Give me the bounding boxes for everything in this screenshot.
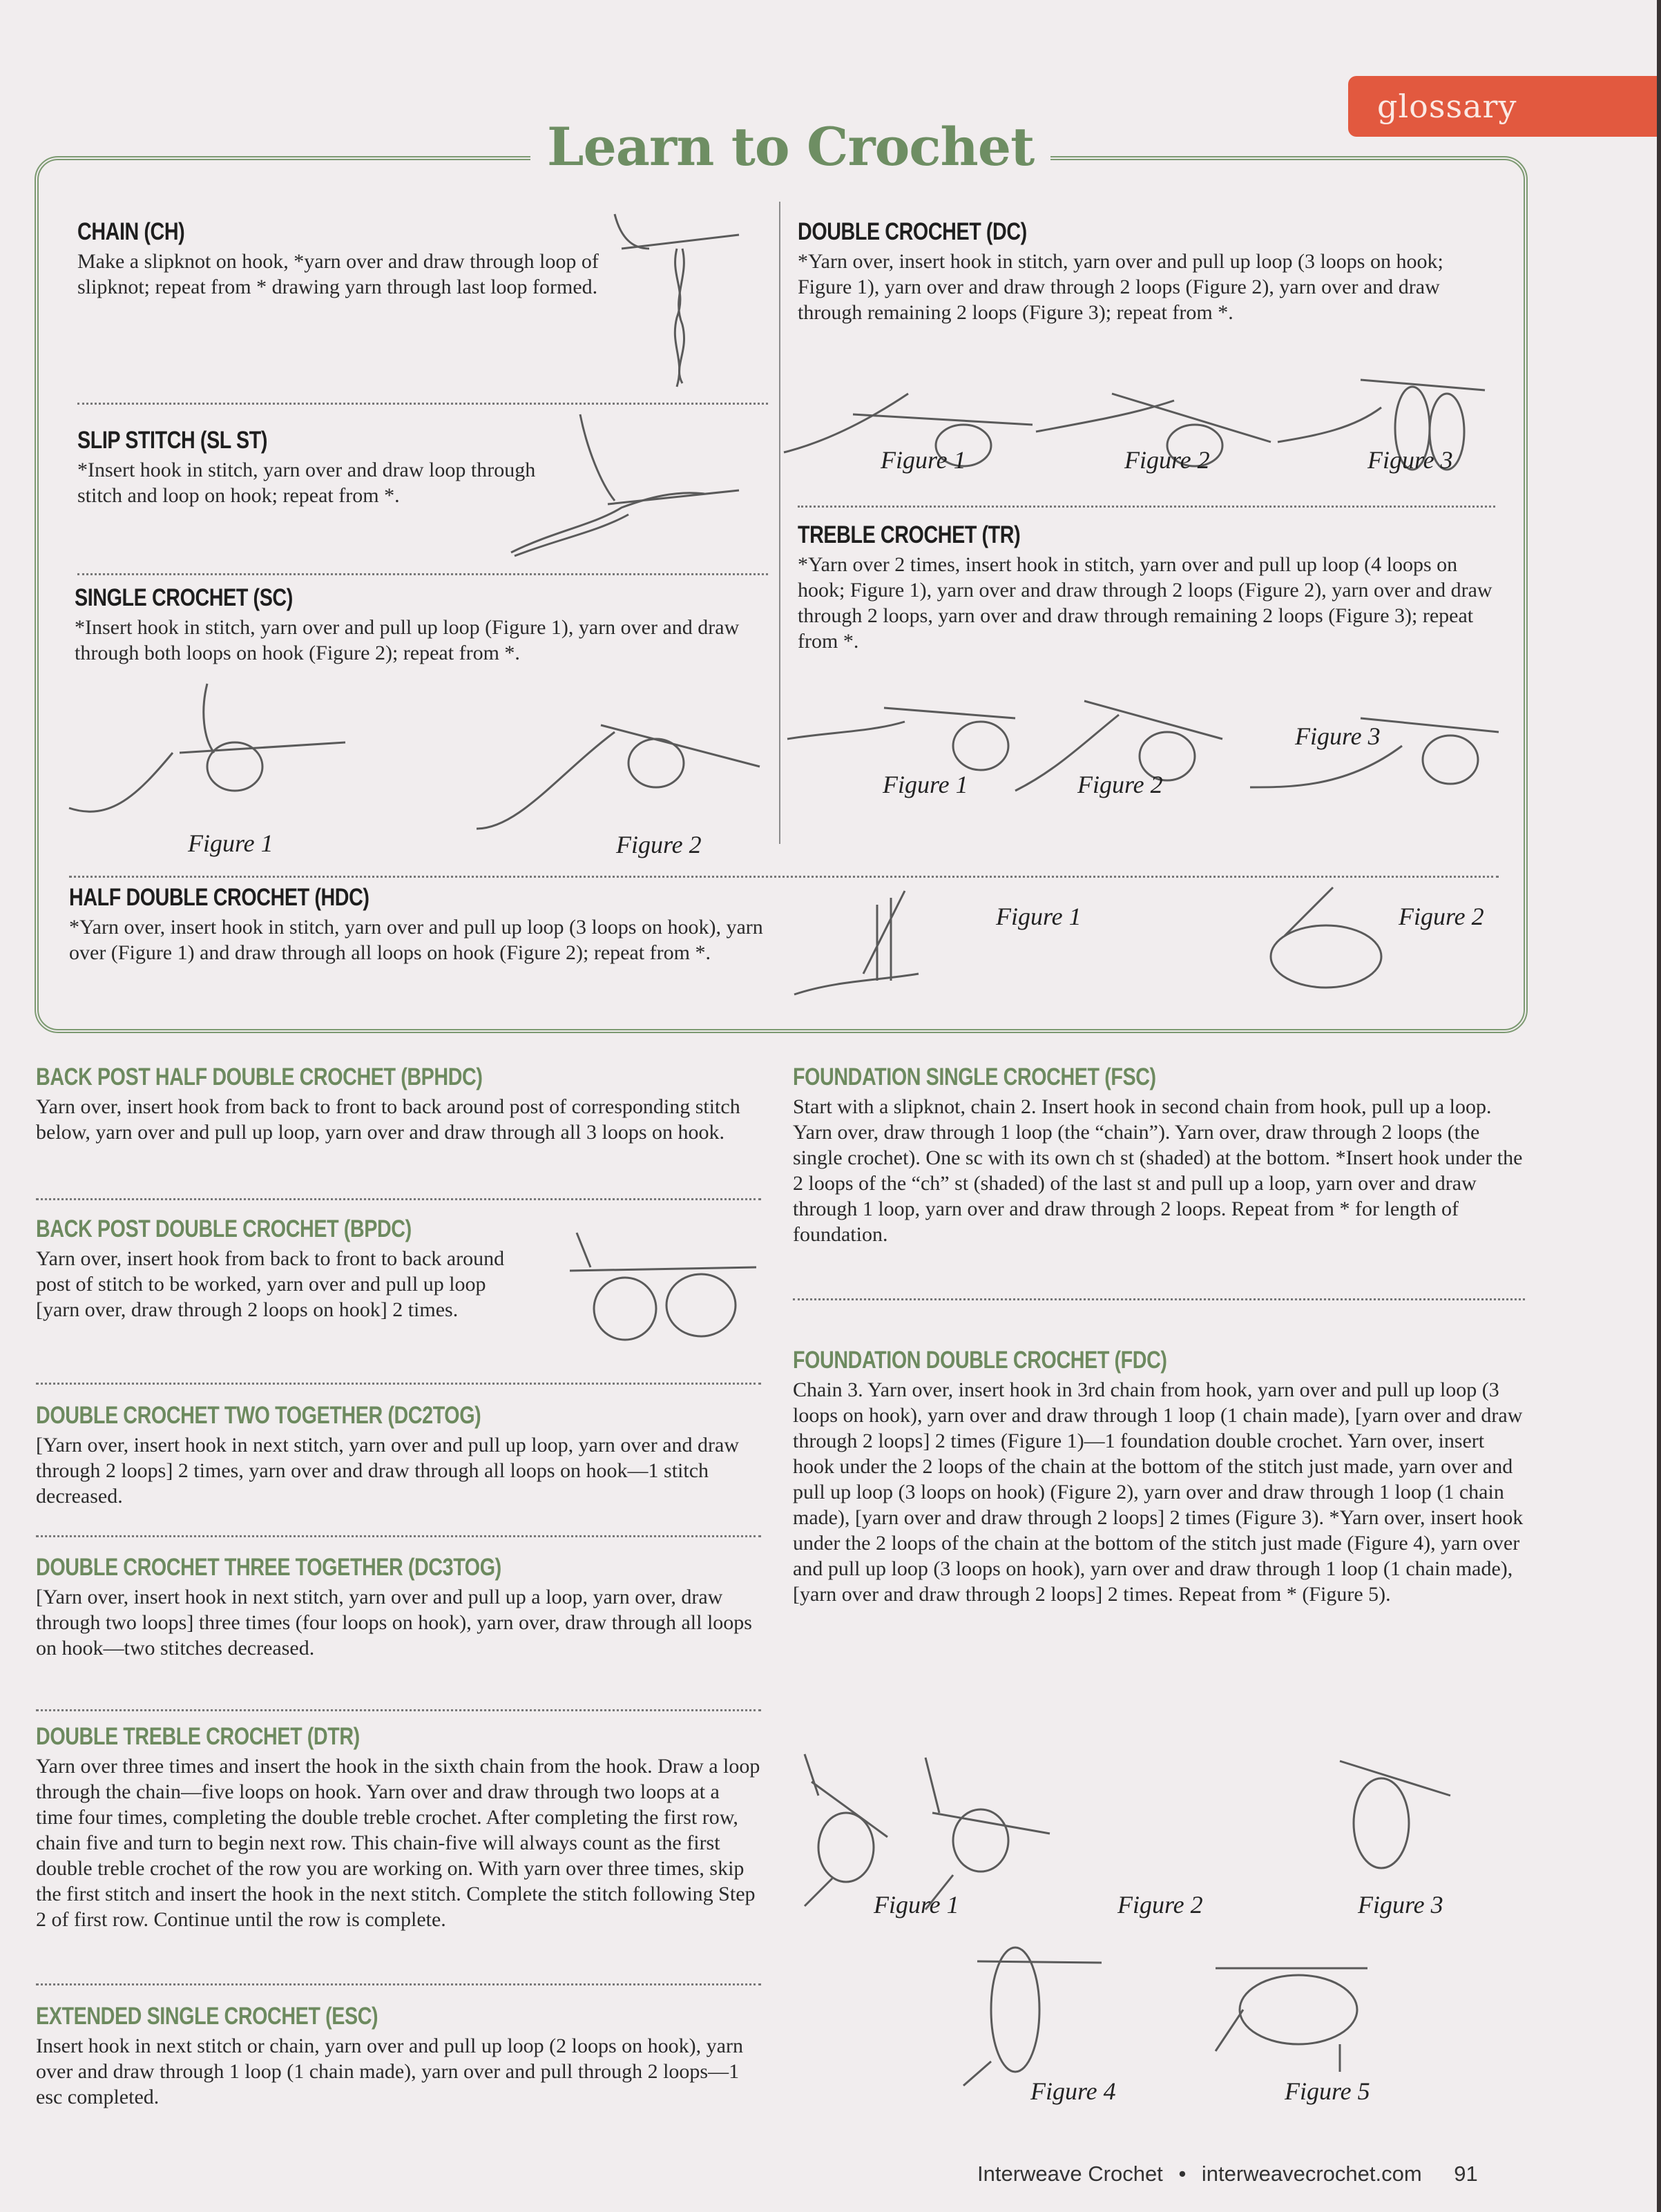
stitch-loop — [666, 1274, 736, 1336]
entry-text: *Insert hook in stitch, yarn over and draw loop through stitch and loop on hook; repeat from *. — [77, 459, 536, 507]
entry-text: *Yarn over 2 times, insert hook in stitch, yarn over and pull up loop (4 loops on hook; Figure 1), yarn over and draw through 2 loops (Figure 2), yarn over and draw through 2 loops, yarn over and draw through remaining 2 loops (Figure 3); repeat from *. — [798, 553, 1492, 653]
entry-text: Yarn over, insert hook from back to front to back around post of stitch to be worked, yarn over and pull up loop [yarn over, draw through 2 loops on hook] 2 times. — [36, 1247, 505, 1321]
entry-heading: EXTENDED SINGLE CROCHET (ESC) — [36, 2003, 378, 2030]
stitch-loop — [953, 1809, 1008, 1872]
chain-yarn — [477, 732, 615, 829]
chain-yarn — [1250, 746, 1402, 787]
entry-heading: DOUBLE CROCHET THREE TOGETHER (DC3TOG) — [36, 1554, 501, 1581]
entry-dtr — [36, 1723, 761, 1932]
fdc-figure-2-label: Figure 2 — [1117, 1891, 1203, 1918]
fdc-figure-4-label: Figure 4 — [1030, 2077, 1116, 2105]
entry-text: Yarn over three times and insert the hook in the sixth chain from the hook. Draw a loop through the chain—five loops on hook. Yarn over and draw through two loops at a time four times, completing the double treble crochet. After completing the first row, chain five and turn to begin next row. This chain-five will always count as the first double treble crochet of the row you are working on. With yarn over three times, skip the first stitch and insert the hook in the next stitch. Complete the stitch following Step 2 of first row. Continue until the row is complete. — [36, 1755, 760, 1931]
bpdc-illustration — [570, 1233, 756, 1343]
page-footer — [977, 2162, 1488, 2186]
hook-shaft — [1361, 718, 1499, 732]
chain-yarn — [784, 394, 908, 452]
chain-illustration — [608, 207, 746, 387]
entry-text: [Yarn over, insert hook in next stitch, yarn over and pull up a loop, yarn over, draw through two loops] three times (four loops on hook), yarn over, draw through all loops on hook—two stitches decreased. — [36, 1586, 752, 1660]
hook-shaft — [977, 1961, 1102, 1963]
entry-heading: TREBLE CROCHET (TR) — [798, 521, 1021, 548]
dotted-divider — [798, 506, 1495, 508]
stitch-block — [1240, 1975, 1357, 2044]
fdc-figure-3-label: Figure 3 — [1358, 1891, 1443, 1918]
yarn-tail — [204, 684, 214, 753]
entry-double-crochet — [798, 218, 1488, 325]
entry-heading: BACK POST HALF DOUBLE CROCHET (BPHDC) — [36, 1064, 483, 1090]
hook-shaft — [608, 490, 739, 504]
tr-figure-1-label: Figure 1 — [883, 771, 968, 798]
dotted-divider — [36, 1383, 761, 1385]
entry-text: Yarn over, insert hook from back to front to back around post of corresponding stitch below, yarn over and pull up loop, yarn over and draw through all 3 loops on hook. — [36, 1095, 740, 1144]
entry-esc — [36, 2003, 761, 2110]
footer-url[interactable]: interweavecrochet.com — [1201, 2162, 1422, 2186]
entry-text: Insert hook in next stitch or chain, yarn over and pull up loop (2 loops on hook), yarn over and draw through 1 loop (1 chain made), yarn over and pull through 2 loops—1 esc completed. — [36, 2035, 743, 2108]
fdc-figure-1-illustration — [798, 1754, 901, 1899]
sc-figure-2-illustration — [477, 691, 767, 849]
entry-text: Chain 3. Yarn over, insert hook in 3rd chain from hook, yarn over and pull up loop (3 loops on hook), yarn over and draw through 1 loop (1 chain made), [yarn over and draw through 2 loops] 2 times (Figure 1)—1 foundation double crochet. Yarn over, insert hook under the 2 loops of the chain at the bottom of the stitch just made, yarn over and pull up loop (3 loops on hook) (Figure 2), yarn over and draw through 1 loop (1 chain made), [yarn over and draw through 2 loops] 2 times (Figure 3). *Yarn over, insert hook under the 2 loops of the chain at the bottom of the stitch just made (Figure 4), yarn over and pull up loop (3 loops on hook), yarn over and draw through 1 loop (1 chain made), [yarn over and draw through 2 loops] 2 times. Repeat from * (Figure 5). — [793, 1378, 1524, 1606]
dotted-divider — [69, 876, 1499, 878]
hook-shaft — [1340, 1761, 1450, 1796]
dc-figure-1-illustration — [784, 345, 1033, 456]
hdc-figure-2-label: Figure 2 — [1399, 903, 1484, 930]
hook-shaft — [601, 725, 760, 767]
hook-shaft — [932, 1813, 1050, 1834]
hdc-figure-1-illustration — [794, 891, 1001, 994]
dc-figure-2-illustration — [1036, 345, 1285, 456]
entry-heading: DOUBLE CROCHET (DC) — [798, 218, 1027, 245]
glossary-tab — [1348, 76, 1657, 137]
yarn-tail — [577, 1233, 591, 1267]
entry-heading: SLIP STITCH (SL ST) — [77, 427, 267, 454]
yarn-tail — [580, 414, 615, 501]
hook-shaft — [1112, 394, 1271, 442]
sc-figure-2-label: Figure 2 — [616, 831, 702, 858]
yarn-tail — [805, 1754, 832, 1906]
dotted-divider — [36, 1983, 761, 1985]
entry-heading: CHAIN (CH) — [77, 218, 185, 245]
stitch-loop — [594, 1278, 656, 1340]
tr-figure-3-label: Figure 3 — [1295, 722, 1381, 750]
entry-half-double-crochet — [69, 884, 767, 965]
stitch-loop — [628, 739, 684, 787]
yarn-tail — [963, 2061, 991, 2086]
tr-figure-2-label: Figure 2 — [1077, 771, 1163, 798]
hook-shaft — [863, 891, 905, 974]
hdc-figure-1-label: Figure 1 — [996, 903, 1082, 930]
entry-text: *Insert hook in stitch, yarn over and pull up loop (Figure 1), yarn over and draw through both loops on hook (Figure 2); repeat from *. — [75, 616, 740, 664]
box-title: Learn to Crochet — [530, 116, 1050, 177]
dc-figure-2-label: Figure 2 — [1124, 446, 1210, 474]
entry-heading: SINGLE CROCHET (SC) — [75, 584, 293, 611]
fdc-figure-5-label: Figure 5 — [1285, 2077, 1370, 2105]
stitch-posts — [877, 898, 891, 981]
entry-bpdc — [36, 1215, 526, 1323]
dc-figure-1-label: Figure 1 — [881, 446, 966, 474]
stitch-loop — [818, 1813, 874, 1882]
entry-dc3tog — [36, 1554, 761, 1661]
entry-text: Start with a slipknot, chain 2. Insert hook in second chain from hook, pull up a loop. Yarn over, draw through 1 loop (the “chain”). Yarn over, draw through 2 loops (the single crochet). One sc with its own ch st (shaded) at the bottom. *Insert hook under the 2 loops of the “ch” st (shaded) of the last st and pull up a loop, yarn over and draw through 1 loop, yarn over and draw through 2 loops. Repeat from * for length of foundation. — [793, 1095, 1523, 1246]
dotted-divider — [36, 1198, 761, 1200]
chain-yarn — [787, 722, 905, 739]
entry-slip-stitch — [77, 427, 575, 508]
fdc-figure-3-illustration — [1340, 1754, 1450, 1892]
hook-shaft — [1084, 701, 1222, 739]
entry-bphdc — [36, 1064, 761, 1145]
entry-heading: BACK POST DOUBLE CROCHET (BPDC) — [36, 1215, 412, 1242]
hook-shaft — [570, 1267, 756, 1271]
footer-separator: • — [1178, 2162, 1187, 2186]
stitch-block — [1271, 925, 1381, 988]
entry-heading: DOUBLE TREBLE CROCHET (DTR) — [36, 1723, 360, 1750]
hook-shaft — [853, 414, 1033, 425]
chain-yarn-2 — [515, 514, 628, 556]
hook-shaft — [1361, 380, 1485, 390]
hdc-figure-2-illustration — [1243, 887, 1395, 994]
chain-yarn-2 — [679, 249, 684, 383]
fdc-figure-5-illustration — [1202, 1954, 1367, 2079]
entry-heading: FOUNDATION DOUBLE CROCHET (FDC) — [793, 1347, 1167, 1374]
entry-fdc — [793, 1347, 1525, 1607]
dotted-divider — [77, 403, 768, 405]
entry-fsc — [793, 1064, 1525, 1247]
entry-heading: HALF DOUBLE CROCHET (HDC) — [69, 884, 369, 911]
dc-figure-3-label: Figure 3 — [1367, 446, 1453, 474]
dotted-divider — [793, 1298, 1525, 1300]
entry-chain — [77, 218, 602, 300]
entry-text: [Yarn over, insert hook in next stitch, yarn over and pull up loop, yarn over and draw through 2 loops] 2 times, yarn over and draw through all loops on hook—1 stitch decreased. — [36, 1434, 740, 1508]
fdc-figure-1-label: Figure 1 — [874, 1891, 959, 1918]
stitch-loop — [991, 1947, 1039, 2072]
dotted-divider — [36, 1709, 761, 1711]
entry-text: *Yarn over, insert hook in stitch, yarn over and pull up loop (3 loops on hook), yarn over (Figure 1) and draw through all loops on hook (Figure 2); repeat from *. — [69, 916, 763, 964]
yarn-tail — [615, 214, 649, 249]
chain-yarn — [794, 974, 919, 994]
entry-treble-crochet — [798, 521, 1495, 654]
entry-dc2tog — [36, 1402, 761, 1509]
yarn-tail — [925, 1758, 953, 1910]
hook-shaft — [1285, 887, 1333, 936]
dotted-divider — [77, 573, 768, 575]
stitch-loop — [1423, 735, 1478, 784]
entry-text: *Yarn over, insert hook in stitch, yarn over and pull up loop (3 loops on hook; Figure 1), yarn over and draw through 2 loops (Figure 2), yarn over and draw through remaining 2 loops (Figure 3); repeat from *. — [798, 250, 1443, 324]
fdc-figure-2-illustration — [919, 1758, 1050, 1903]
hook-shaft — [180, 742, 345, 753]
sc-figure-1-label: Figure 1 — [188, 829, 273, 857]
column-divider — [779, 202, 780, 844]
hook-shaft — [884, 708, 1015, 718]
page-edge — [1657, 0, 1661, 2212]
entry-heading: FOUNDATION SINGLE CROCHET (FSC) — [793, 1064, 1156, 1090]
footer-magazine: Interweave Crochet — [977, 2162, 1163, 2186]
chain-yarn — [1278, 407, 1381, 442]
entry-heading: DOUBLE CROCHET TWO TOGETHER (DC2TOG) — [36, 1402, 481, 1429]
glossary-tab-label: glossary — [1377, 88, 1517, 125]
sc-figure-1-illustration — [69, 684, 359, 843]
page-number: 91 — [1454, 2162, 1478, 2186]
stitch-loop — [1354, 1778, 1409, 1868]
chain-yarn — [69, 753, 173, 811]
tr-figure-1-illustration — [787, 691, 1022, 780]
entry-single-crochet — [75, 584, 772, 666]
dotted-divider — [36, 1535, 761, 1537]
stitch-loop — [953, 722, 1008, 770]
entry-text: Make a slipknot on hook, *yarn over and draw through loop of slipknot; repeat from * drawing yarn through last loop formed. — [77, 250, 599, 298]
slip-stitch-illustration — [511, 414, 746, 559]
fdc-figure-4-illustration — [963, 1934, 1102, 2086]
chain-yarn — [511, 493, 704, 552]
